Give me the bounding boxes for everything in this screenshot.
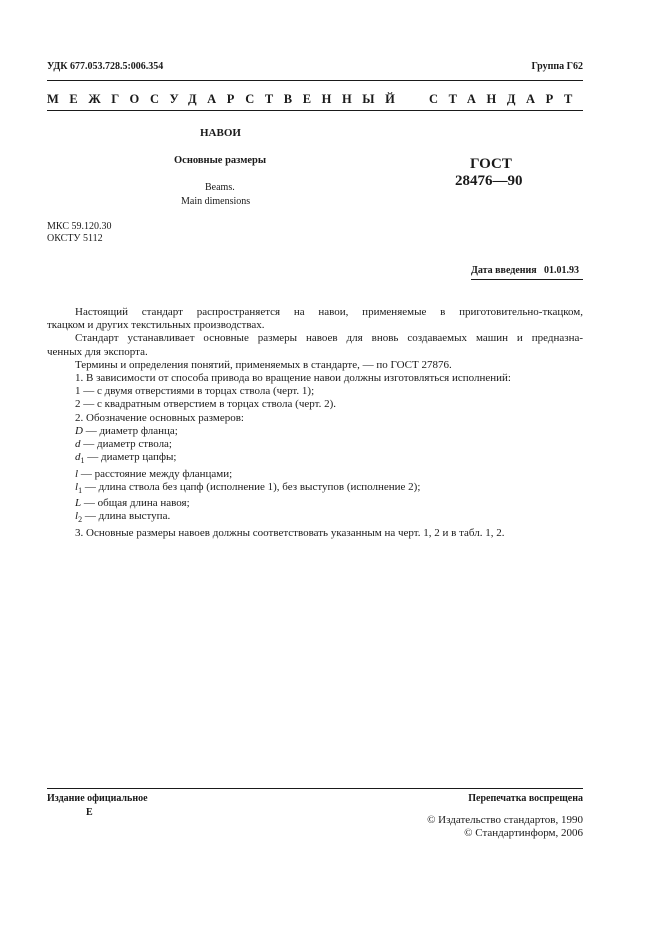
dimension-symbol: l (75, 510, 79, 523)
okstu-code: ОКСТУ 5112 (47, 233, 103, 244)
banner-word: СТАНДАРТ (428, 92, 583, 106)
dimension-definitions (47, 425, 583, 527)
definition-text: — расстояние между фланцами; (78, 467, 233, 480)
clause-3: 3. Основные размеры навоев должны соответствовать указанным на черт. 1, 2 и в табл. 1, 2. (75, 526, 505, 539)
definition-item (47, 510, 583, 526)
dimension-symbol: D (75, 424, 83, 437)
gost-label: ГОСТ (470, 156, 512, 172)
date-rule (471, 279, 583, 280)
execution-1: 1 — с двумя отверстиями в торцах ствола (черт. 1); (75, 385, 315, 398)
document-title: НАВОИ (200, 127, 241, 139)
clause-2: 2. Обозначение основных размеров: (75, 411, 244, 424)
dimension-subscript: 1 (80, 456, 85, 466)
reprint-notice: Перепечатка воспрещена (468, 793, 583, 804)
execution-2: 2 — с квадратным отверстием в торцах ствола (черт. 2). (75, 398, 336, 411)
top-rule (47, 80, 583, 81)
banner-rule (47, 110, 583, 111)
dimension-symbol: L (75, 497, 82, 510)
definition-item (47, 481, 583, 497)
definition-item (47, 497, 583, 510)
bottom-rule (47, 788, 583, 789)
body-paragraph: Термины и определения понятий, применяемых в стандарте, — по ГОСТ 27876. (75, 358, 452, 371)
definition-item (47, 438, 583, 451)
definition-text: — общая длина навоя; (81, 497, 190, 510)
definition-item (47, 451, 583, 467)
clause-1: 1. В зависимости от способа привода во вращение навои должны изготовляться исполнений: (75, 372, 511, 385)
definition-text: — диаметр ствола; (80, 438, 172, 451)
document-body (47, 306, 583, 540)
body-paragraph: Настоящий стандарт распространяется на навои, применяемые в приготовительно-ткацком, (75, 306, 583, 318)
definition-item (47, 425, 583, 438)
definition-item (47, 468, 583, 481)
banner-word: МЕЖГОСУДАРСТВЕННЫЙ (47, 92, 406, 106)
definition-text: — длина выступа. (82, 510, 171, 523)
dimension-subscript: 1 (78, 486, 83, 496)
dimension-subscript: 2 (78, 515, 83, 525)
edition-letter: Е (86, 807, 93, 818)
dimension-symbol: l (75, 467, 79, 480)
body-paragraph: ткацком и других текстильных производствах. (47, 319, 265, 332)
definition-text: — длина ствола без цапф (исполнение 1), без выступов (исполнение 2); (82, 480, 421, 493)
definition-text: — диаметр фланца; (82, 424, 178, 437)
effective-date-value: 01.01.93 (544, 265, 579, 276)
gost-number: 28476—90 (455, 173, 523, 189)
copyright-1: © Издательство стандартов, 1990 (427, 814, 583, 826)
definition-text: — диаметр цапфы; (84, 451, 177, 464)
english-title: Beams. (205, 182, 235, 193)
dimension-symbol: l (75, 480, 79, 493)
official-edition: Издание официальное (47, 793, 148, 804)
group-code: Группа Г62 (531, 61, 583, 72)
effective-date-label: Дата введения (471, 265, 537, 276)
document-subtitle: Основные размеры (174, 155, 267, 166)
body-paragraph: Стандарт устанавливает основные размеры навоев для вновь создаваемых машин и предназна- (75, 332, 583, 345)
mks-code: МКС 59.120.30 (47, 221, 112, 232)
standard-banner (47, 92, 583, 107)
udk-code: УДК 677.053.728.5:006.354 (47, 61, 164, 72)
copyright-2: © Стандартинформ, 2006 (464, 827, 583, 839)
dimension-symbol: d (75, 451, 81, 464)
english-subtitle: Main dimensions (181, 196, 251, 207)
dimension-symbol: d (75, 438, 81, 451)
body-paragraph: ченных для экспорта. (47, 345, 148, 358)
